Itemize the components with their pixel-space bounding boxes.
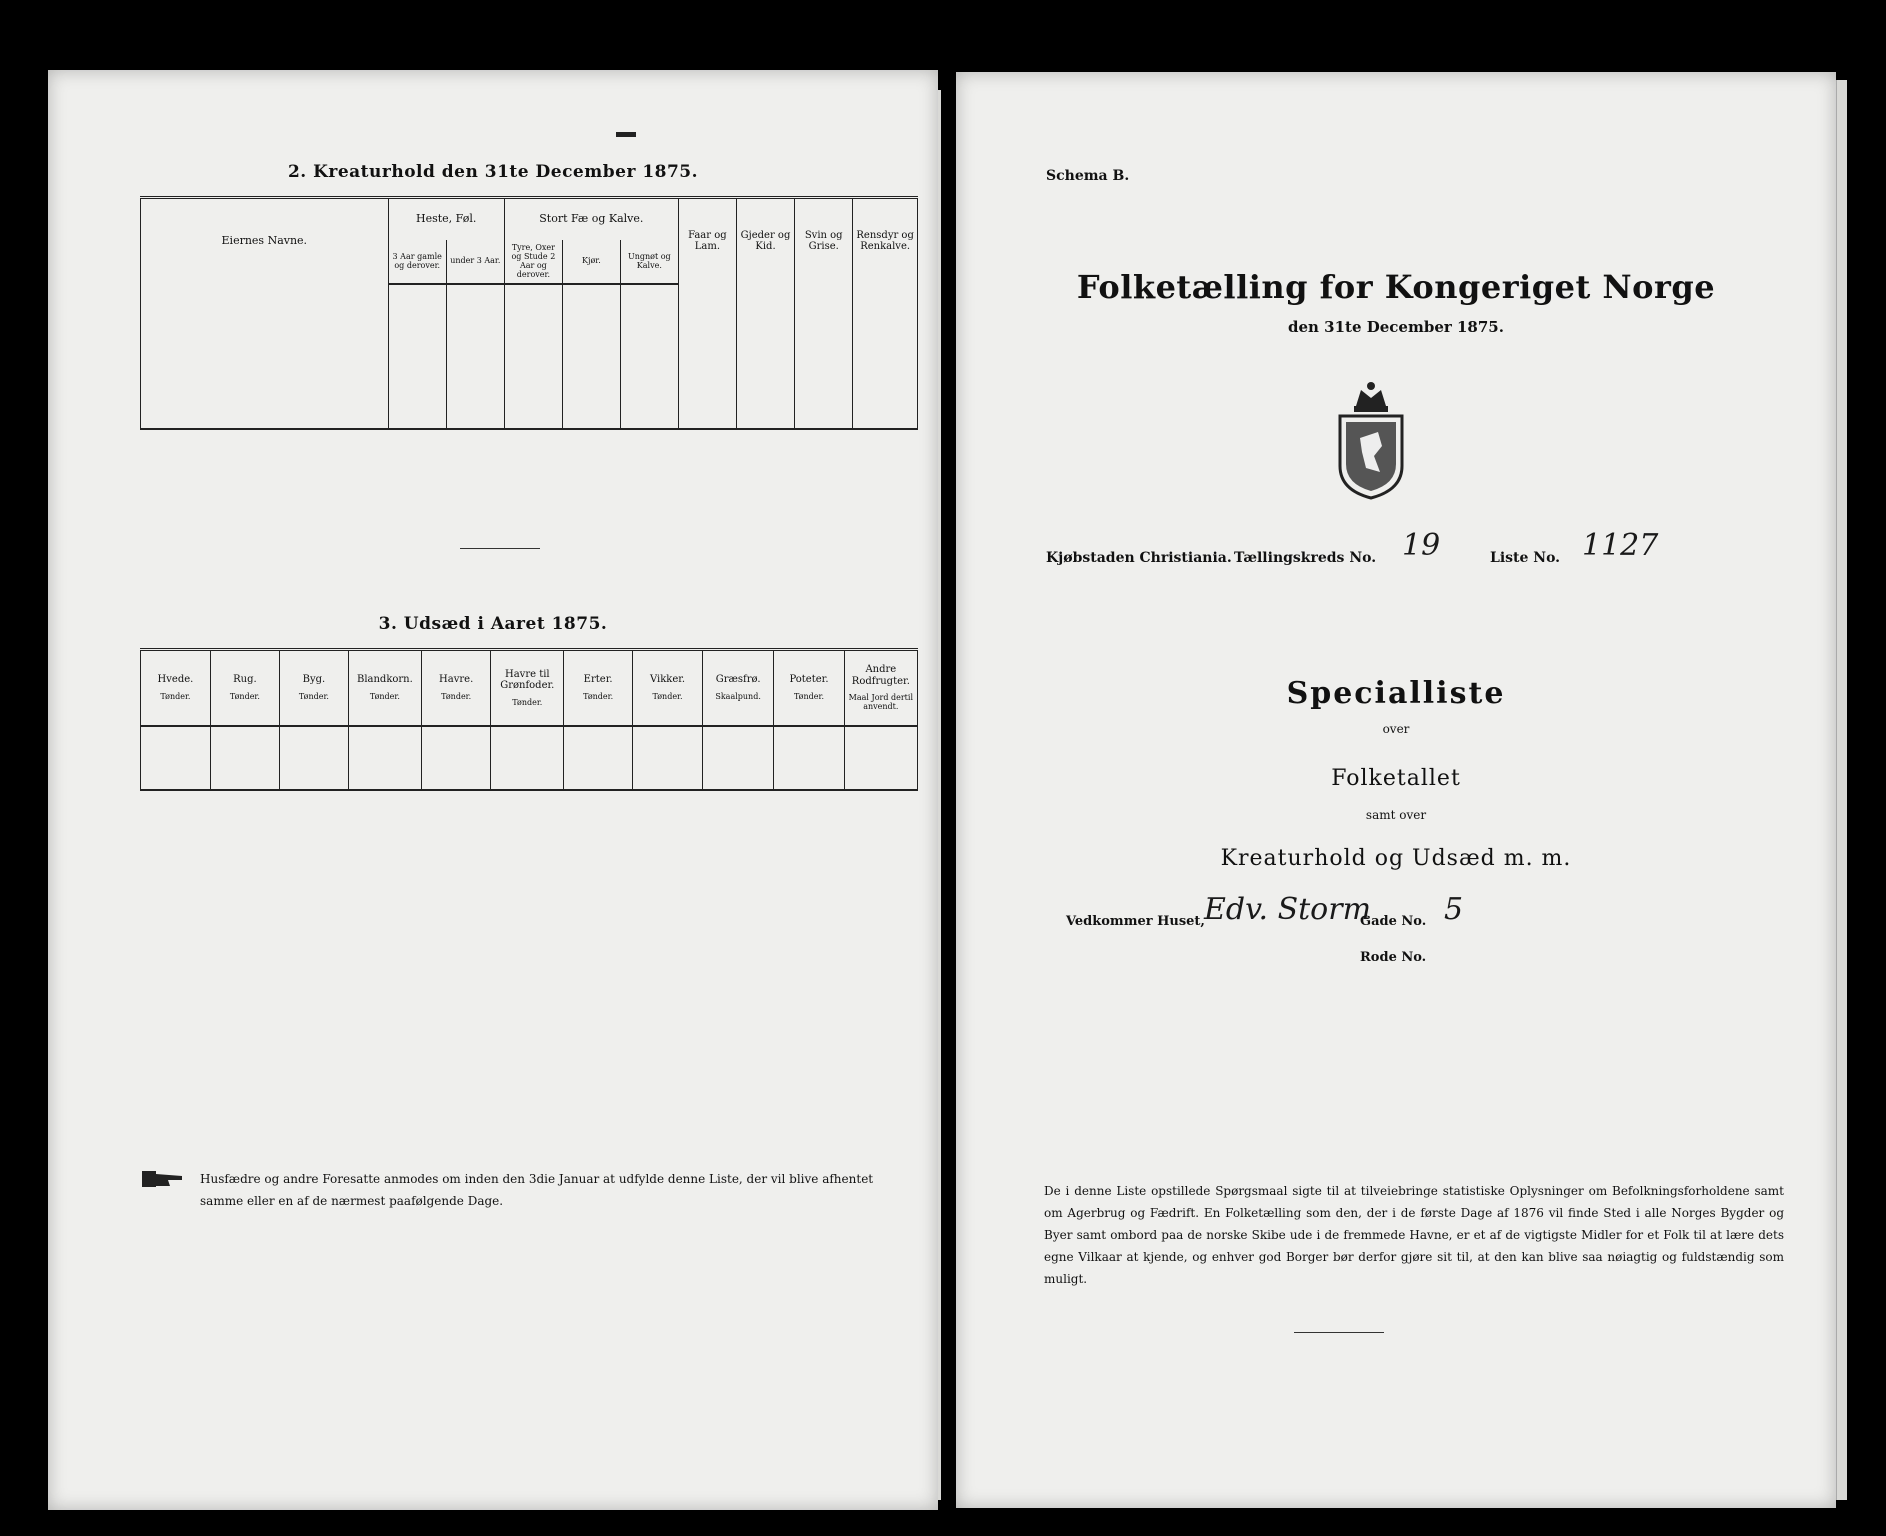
- sowing-column-name: Erter.: [583, 674, 613, 686]
- over-text: over: [1382, 722, 1410, 736]
- section2-title: 2. Kreaturhold den 31te December 1875.: [287, 162, 699, 182]
- sowing-cell: [491, 726, 564, 790]
- cattle-cows-header: Kjør.: [563, 240, 621, 284]
- sowing-column-header: [210, 650, 279, 726]
- folketallet-text: Folketallet: [1331, 766, 1461, 791]
- gade-label: Gade No.: [1360, 914, 1427, 929]
- sowing-cell: [633, 726, 703, 790]
- pigs-header: Svin og Grise.: [795, 198, 853, 284]
- sowing-column-unit: Tønder.: [441, 691, 472, 701]
- sowing-column-name: Hvede.: [157, 674, 194, 686]
- sowing-cell: [844, 726, 917, 790]
- sowing-column-header: [141, 650, 211, 726]
- house-label: Vedkommer Huset,: [1066, 914, 1205, 929]
- cattle-header: Stort Fæ og Kalve.: [504, 198, 678, 240]
- schema-label: Schema B.: [1046, 168, 1130, 184]
- sowing-column-header: [491, 650, 564, 726]
- sowing-column-header: [279, 650, 348, 726]
- ornament-dash: [616, 132, 636, 137]
- gade-number: 5: [1444, 892, 1464, 927]
- sowing-cell: [564, 726, 633, 790]
- explanation-paragraph: De i denne Liste opstillede Spørgsmaal sigte til at tilveiebringe statistiske Oplysninger om Befolkningsforholdene samt om Agerbrug og Fædrift. En Folketælling som den, der i de første Dage af 1876 vil finde Sted i alle Norges Bygder og Byer samt ombord paa de norske Skibe ude i de fremmede Havne, er et af de vigtigste Midler for et Folk til at lære dets egne Vilkaar at kjende, og enhver god Borger bør derfor gjøre sit til, at den kan blive saa nøiagtig og fuldstændig som muligt.: [1044, 1184, 1784, 1286]
- sowing-column-header: [348, 650, 421, 726]
- sowing-column-unit: Maal Jord dertil anvendt.: [848, 693, 914, 712]
- specialliste-heading: Specialliste: [1286, 676, 1506, 711]
- notice-text: Husfædre og andre Foresatte anmodes om inden den 3die Januar at udfylde denne Liste, der vil blive afhentet samme eller en af de nærmest paafølgende Dage.: [200, 1172, 874, 1208]
- title-date: den 31te December 1875.: [1288, 318, 1504, 336]
- district-number: 19: [1402, 528, 1441, 563]
- sowing-column-name: Vikker.: [649, 674, 686, 686]
- cattle-bulls-header: Tyre, Oxer og Stude 2 Aar og derover.: [504, 240, 562, 284]
- sowing-column-unit: Tønder.: [298, 691, 329, 701]
- sowing-column-name: Byg.: [302, 674, 326, 686]
- samt-over-text: samt over: [1365, 808, 1427, 822]
- divider: [460, 548, 540, 549]
- section3-title: 3. Udsæd i Aaret 1875.: [378, 614, 608, 634]
- sowing-cell: [348, 726, 421, 790]
- sowing-column-name: Græsfrø.: [715, 674, 761, 686]
- livestock-table: [140, 196, 918, 430]
- sheep-header: Faar og Lam.: [678, 198, 736, 284]
- sowing-cell: [279, 726, 348, 790]
- sowing-column-unit: Tønder.: [793, 691, 824, 701]
- sowing-column-header: [633, 650, 703, 726]
- town-label: Kjøbstaden Christiania.: [1046, 550, 1232, 566]
- rode-label: Rode No.: [1360, 950, 1427, 965]
- sowing-cell: [421, 726, 491, 790]
- right-page-edge: [1836, 80, 1847, 1500]
- cattle-young-header: Ungnøt og Kalve.: [620, 240, 678, 284]
- sowing-column-name: Havre.: [439, 674, 474, 686]
- sowing-column-name: Rug.: [233, 674, 257, 686]
- table-row: [141, 284, 918, 313]
- list-number: 1127: [1582, 528, 1659, 563]
- street-name: Edv. Storm: [1204, 892, 1372, 927]
- sowing-cell: [210, 726, 279, 790]
- sowing-column-name: Andre Rodfrugter.: [851, 664, 910, 687]
- sowing-column-unit: Tønder.: [583, 691, 614, 701]
- horses-under-3-header: under 3 Aar.: [446, 240, 504, 284]
- sowing-column-unit: Tønder.: [229, 691, 260, 701]
- sowing-table: [140, 648, 918, 791]
- sowing-column-name: Blandkorn.: [356, 674, 413, 686]
- goats-header: Gjeder og Kid.: [736, 198, 794, 284]
- table-row: [141, 400, 918, 429]
- sowing-cell: [702, 726, 773, 790]
- sowing-column-header: [564, 650, 633, 726]
- pointing-hand-icon: [140, 1168, 186, 1190]
- sowing-column-unit: Tønder.: [160, 691, 191, 701]
- sowing-header-row: [141, 650, 918, 726]
- sowing-column-unit: Skaalpund.: [715, 691, 761, 701]
- sowing-column-header: [774, 650, 844, 726]
- page-title: Folketælling for Kongeriget Norge: [1076, 268, 1716, 306]
- reindeer-header: Rensdyr og Renkalve.: [853, 198, 918, 284]
- sowing-cell: [774, 726, 844, 790]
- sowing-column-unit: Tønder.: [652, 691, 683, 701]
- horses-header: Heste, Føl.: [388, 198, 504, 240]
- table-row: [141, 342, 918, 371]
- owner-header: Eiernes Navne.: [141, 198, 389, 284]
- sowing-column-unit: Tønder.: [512, 697, 543, 707]
- sowing-column-name: Havre til Grønfoder.: [500, 668, 555, 692]
- table-row: [141, 313, 918, 342]
- left-page: [48, 70, 938, 1510]
- sowing-column-header: [844, 650, 917, 726]
- horses-3-over-header: 3 Aar gamle og derover.: [388, 240, 446, 284]
- list-label: Liste No.: [1490, 550, 1561, 566]
- sowing-column-header: [702, 650, 773, 726]
- subtitle-text: Kreaturhold og Udsæd m. m.: [1220, 846, 1572, 871]
- district-label: Tællingskreds No.: [1234, 550, 1377, 566]
- sowing-column-unit: Tønder.: [369, 691, 400, 701]
- sowing-cell: [141, 726, 211, 790]
- sowing-column-name: Poteter.: [789, 674, 829, 686]
- norway-coat-of-arms-icon: [1326, 376, 1416, 502]
- table-row: [141, 726, 918, 790]
- right-page: [956, 72, 1836, 1508]
- divider: [1294, 1332, 1384, 1333]
- table-row: [141, 371, 918, 400]
- sowing-column-header: [421, 650, 491, 726]
